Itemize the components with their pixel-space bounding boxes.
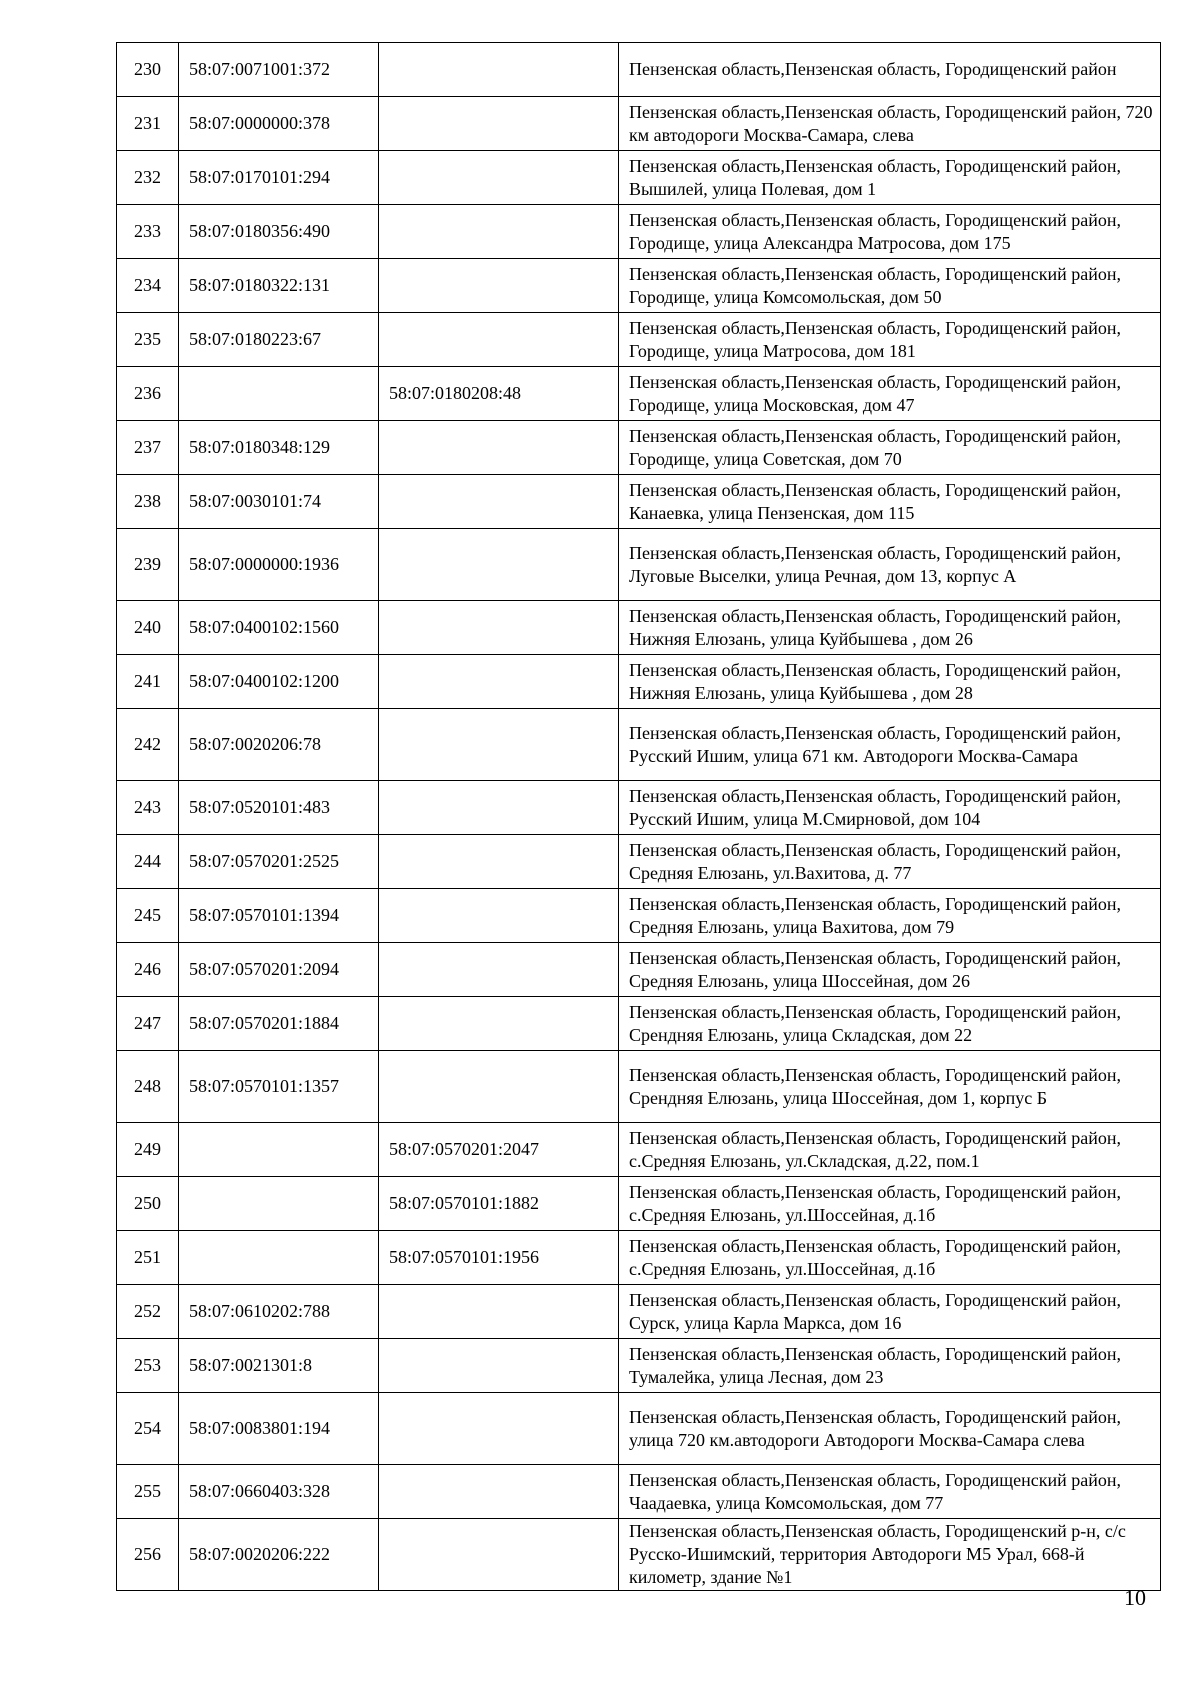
address-cell: Пензенская область,Пензенская область, Городищенский р-н, с/с Русско-Ишимский, территория Автодороги М5 Урал, 668-й километр, здание №1 (619, 1519, 1161, 1591)
row-number-cell: 248 (117, 1051, 179, 1123)
row-number-cell: 251 (117, 1231, 179, 1285)
parent-cadastral-number-cell (379, 1051, 619, 1123)
table-row (117, 1465, 1161, 1519)
table-row (117, 1123, 1161, 1177)
table-row (117, 997, 1161, 1051)
row-number-cell: 239 (117, 529, 179, 601)
cadastral-number-cell: 58:07:0020206:78 (179, 709, 379, 781)
parent-cadastral-number-cell (379, 259, 619, 313)
address-cell: Пензенская область,Пензенская область, Городищенский район, Канаевка, улица Пензенская, дом 115 (619, 475, 1161, 529)
table-row (117, 1339, 1161, 1393)
row-number-cell: 246 (117, 943, 179, 997)
parent-cadastral-number-cell (379, 997, 619, 1051)
table-row (117, 1051, 1161, 1123)
cadastral-number-cell: 58:07:0071001:372 (179, 43, 379, 97)
table-row (117, 259, 1161, 313)
table-row (117, 205, 1161, 259)
registry-table (116, 42, 1161, 1591)
parent-cadastral-number-cell (379, 709, 619, 781)
cadastral-number-cell: 58:07:0660403:328 (179, 1465, 379, 1519)
address-cell: Пензенская область,Пензенская область, Городищенский район (619, 43, 1161, 97)
cadastral-number-cell: 58:07:0570201:2525 (179, 835, 379, 889)
cadastral-number-cell (179, 1123, 379, 1177)
address-cell: Пензенская область,Пензенская область, Городищенский район, Чаадаевка, улица Комсомольская, дом 77 (619, 1465, 1161, 1519)
address-cell: Пензенская область,Пензенская область, Городищенский район, Нижняя Елюзань, улица Куйбышева , дом 26 (619, 601, 1161, 655)
cadastral-number-cell: 58:07:0570201:1884 (179, 997, 379, 1051)
address-cell: Пензенская область,Пензенская область, Городищенский район, Городище, улица Комсомольская, дом 50 (619, 259, 1161, 313)
address-cell: Пензенская область,Пензенская область, Городищенский район, Городище, улица Матросова, дом 181 (619, 313, 1161, 367)
table-row (117, 655, 1161, 709)
table-row (117, 1519, 1161, 1591)
cadastral-number-cell: 58:07:0083801:194 (179, 1393, 379, 1465)
address-cell: Пензенская область,Пензенская область, Городищенский район, Городище, улица Александра Матросова, дом 175 (619, 205, 1161, 259)
cadastral-number-cell: 58:07:0000000:1936 (179, 529, 379, 601)
table-row (117, 1393, 1161, 1465)
row-number-cell: 256 (117, 1519, 179, 1591)
address-cell: Пензенская область,Пензенская область, Городищенский район, улица 720 км.автодороги Автодороги Москва-Самара слева (619, 1393, 1161, 1465)
row-number-cell: 247 (117, 997, 179, 1051)
registry-table-body (117, 43, 1161, 1591)
row-number-cell: 233 (117, 205, 179, 259)
table-row (117, 601, 1161, 655)
parent-cadastral-number-cell (379, 313, 619, 367)
table-row (117, 1177, 1161, 1231)
table-row (117, 151, 1161, 205)
row-number-cell: 230 (117, 43, 179, 97)
parent-cadastral-number-cell (379, 529, 619, 601)
row-number-cell: 232 (117, 151, 179, 205)
parent-cadastral-number-cell (379, 655, 619, 709)
address-cell: Пензенская область,Пензенская область, Городищенский район, Русский Ишим, улица 671 км. Автодороги Москва-Самара (619, 709, 1161, 781)
parent-cadastral-number-cell (379, 205, 619, 259)
row-number-cell: 234 (117, 259, 179, 313)
row-number-cell: 240 (117, 601, 179, 655)
cadastral-number-cell: 58:07:0520101:483 (179, 781, 379, 835)
row-number-cell: 254 (117, 1393, 179, 1465)
cadastral-number-cell: 58:07:0180223:67 (179, 313, 379, 367)
cadastral-number-cell (179, 1231, 379, 1285)
row-number-cell: 250 (117, 1177, 179, 1231)
table-row (117, 421, 1161, 475)
address-cell: Пензенская область,Пензенская область, Городищенский район, Сурск, улица Карла Маркса, дом 16 (619, 1285, 1161, 1339)
table-row (117, 1231, 1161, 1285)
row-number-cell: 249 (117, 1123, 179, 1177)
table-row (117, 889, 1161, 943)
row-number-cell: 244 (117, 835, 179, 889)
cadastral-number-cell: 58:07:0170101:294 (179, 151, 379, 205)
cadastral-number-cell: 58:07:0570101:1394 (179, 889, 379, 943)
table-row (117, 943, 1161, 997)
table-row (117, 43, 1161, 97)
table-row (117, 97, 1161, 151)
address-cell: Пензенская область,Пензенская область, Городищенский район, Городище, улица Московская, дом 47 (619, 367, 1161, 421)
cadastral-number-cell: 58:07:0610202:788 (179, 1285, 379, 1339)
cadastral-number-cell: 58:07:0400102:1200 (179, 655, 379, 709)
row-number-cell: 245 (117, 889, 179, 943)
parent-cadastral-number-cell (379, 1285, 619, 1339)
parent-cadastral-number-cell: 58:07:0180208:48 (379, 367, 619, 421)
page-number: 10 (1124, 1585, 1146, 1610)
address-cell: Пензенская область,Пензенская область, Городищенский район, 720 км автодороги Москва-Самара, слева (619, 97, 1161, 151)
table-row (117, 781, 1161, 835)
address-cell: Пензенская область,Пензенская область, Городищенский район, Вышилей, улица Полевая, дом 1 (619, 151, 1161, 205)
row-number-cell: 242 (117, 709, 179, 781)
row-number-cell: 241 (117, 655, 179, 709)
row-number-cell: 252 (117, 1285, 179, 1339)
address-cell: Пензенская область,Пензенская область, Городищенский район, Нижняя Елюзань, улица Куйбышева , дом 28 (619, 655, 1161, 709)
parent-cadastral-number-cell (379, 1519, 619, 1591)
cadastral-number-cell: 58:07:0021301:8 (179, 1339, 379, 1393)
address-cell: Пензенская область,Пензенская область, Городищенский район, с.Средняя Елюзань, ул.Складская, д.22, пом.1 (619, 1123, 1161, 1177)
parent-cadastral-number-cell (379, 1465, 619, 1519)
parent-cadastral-number-cell: 58:07:0570101:1956 (379, 1231, 619, 1285)
cadastral-number-cell: 58:07:0400102:1560 (179, 601, 379, 655)
cadastral-number-cell (179, 367, 379, 421)
cadastral-number-cell: 58:07:0180356:490 (179, 205, 379, 259)
row-number-cell: 237 (117, 421, 179, 475)
address-cell: Пензенская область,Пензенская область, Городищенский район, Средняя Елюзань, улица Вахитова, дом 79 (619, 889, 1161, 943)
parent-cadastral-number-cell (379, 1339, 619, 1393)
row-number-cell: 238 (117, 475, 179, 529)
row-number-cell: 236 (117, 367, 179, 421)
cadastral-number-cell: 58:07:0020206:222 (179, 1519, 379, 1591)
row-number-cell: 253 (117, 1339, 179, 1393)
cadastral-number-cell: 58:07:0030101:74 (179, 475, 379, 529)
cadastral-number-cell: 58:07:0180348:129 (179, 421, 379, 475)
cadastral-number-cell: 58:07:0570101:1357 (179, 1051, 379, 1123)
cadastral-number-cell: 58:07:0180322:131 (179, 259, 379, 313)
address-cell: Пензенская область,Пензенская область, Городищенский район, Русский Ишим, улица М.Смирновой, дом 104 (619, 781, 1161, 835)
parent-cadastral-number-cell (379, 601, 619, 655)
parent-cadastral-number-cell (379, 421, 619, 475)
parent-cadastral-number-cell (379, 151, 619, 205)
table-row (117, 475, 1161, 529)
parent-cadastral-number-cell (379, 835, 619, 889)
address-cell: Пензенская область,Пензенская область, Городищенский район, Средняя Елюзань, улица Шоссейная, дом 26 (619, 943, 1161, 997)
table-row (117, 709, 1161, 781)
cadastral-number-cell (179, 1177, 379, 1231)
parent-cadastral-number-cell (379, 781, 619, 835)
address-cell: Пензенская область,Пензенская область, Городищенский район, с.Средняя Елюзань, ул.Шоссейная, д.1б (619, 1177, 1161, 1231)
address-cell: Пензенская область,Пензенская область, Городищенский район, Срендняя Елюзань, улица Шоссейная, дом 1, корпус Б (619, 1051, 1161, 1123)
address-cell: Пензенская область,Пензенская область, Городищенский район, Луговые Выселки, улица Речная, дом 13, корпус А (619, 529, 1161, 601)
parent-cadastral-number-cell (379, 97, 619, 151)
row-number-cell: 243 (117, 781, 179, 835)
parent-cadastral-number-cell (379, 889, 619, 943)
address-cell: Пензенская область,Пензенская область, Городищенский район, Срендняя Елюзань, улица Складская, дом 22 (619, 997, 1161, 1051)
table-row (117, 313, 1161, 367)
row-number-cell: 255 (117, 1465, 179, 1519)
table-row (117, 367, 1161, 421)
table-row (117, 1285, 1161, 1339)
parent-cadastral-number-cell (379, 475, 619, 529)
table-row (117, 529, 1161, 601)
row-number-cell: 231 (117, 97, 179, 151)
parent-cadastral-number-cell: 58:07:0570101:1882 (379, 1177, 619, 1231)
parent-cadastral-number-cell: 58:07:0570201:2047 (379, 1123, 619, 1177)
row-number-cell: 235 (117, 313, 179, 367)
address-cell: Пензенская область,Пензенская область, Городищенский район, Средняя Елюзань, ул.Вахитова, д. 77 (619, 835, 1161, 889)
parent-cadastral-number-cell (379, 43, 619, 97)
parent-cadastral-number-cell (379, 1393, 619, 1465)
cadastral-number-cell: 58:07:0570201:2094 (179, 943, 379, 997)
cadastral-number-cell: 58:07:0000000:378 (179, 97, 379, 151)
address-cell: Пензенская область,Пензенская область, Городищенский район, с.Средняя Елюзань, ул.Шоссейная, д.1б (619, 1231, 1161, 1285)
table-row (117, 835, 1161, 889)
address-cell: Пензенская область,Пензенская область, Городищенский район, Тумалейка, улица Лесная, дом 23 (619, 1339, 1161, 1393)
address-cell: Пензенская область,Пензенская область, Городищенский район, Городище, улица Советская, дом 70 (619, 421, 1161, 475)
parent-cadastral-number-cell (379, 943, 619, 997)
